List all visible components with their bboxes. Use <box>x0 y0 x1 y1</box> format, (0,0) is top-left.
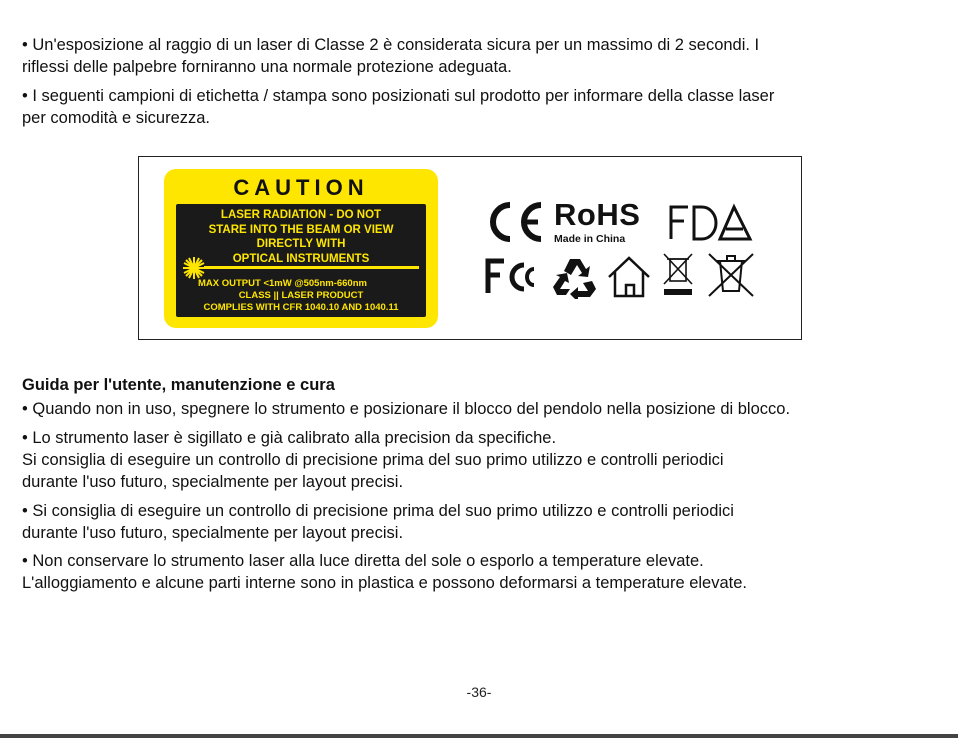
laser-beam <box>182 256 422 278</box>
warning-line: STARE INTO THE BEAM OR VIEW <box>208 223 394 236</box>
spec-line: COMPLIES WITH CFR 1040.10 AND 1040.11 <box>203 302 399 313</box>
beam-line <box>204 266 419 269</box>
recycle-icon <box>552 255 598 299</box>
care-paragraph-4 <box>22 550 942 594</box>
rohs-mark: RoHS <box>554 197 641 232</box>
laser-specs <box>176 278 426 314</box>
care-paragraph-1: • Quando non in uso, spegnere lo strumento e posizionare il blocco del pendolo nella posizione di blocco. <box>22 400 791 418</box>
text-line: durante l'uso futuro, specialmente per layout precisi. <box>22 473 404 491</box>
text-line: • I seguenti campioni di etichetta / stampa sono posizionati sul prodotto per informare della classe laser <box>22 87 775 105</box>
laser-starburst-icon <box>182 256 206 280</box>
warning-line: OPTICAL INSTRUMENTS <box>232 252 370 265</box>
text-line: Si consiglia di eseguire un controllo di precisione prima del suo primo utilizzo e controlli periodici <box>22 451 724 469</box>
bottom-rule <box>0 734 958 738</box>
certification-marks <box>484 193 764 313</box>
text-line: • Si consiglia di eseguire un controllo di precisione prima del suo primo utilizzo e controlli periodici <box>22 502 734 520</box>
caution-label <box>164 169 438 328</box>
text-line: riflessi delle palpebre forniranno una normale protezione adeguata. <box>22 58 512 76</box>
crossed-bin-large-icon <box>706 251 756 299</box>
text-line: L'alloggiamento e alcune parti interne sono in plastica e possono deformarsi a temperature elevate. <box>22 574 748 592</box>
caution-warning-panel <box>176 204 426 317</box>
intro-paragraph-2 <box>22 85 942 129</box>
label-samples-box <box>138 156 802 340</box>
intro-paragraph-1 <box>22 34 942 78</box>
care-paragraph-2 <box>22 427 942 493</box>
text-line: durante l'uso futuro, specialmente per layout precisi. <box>22 524 404 542</box>
warning-line: DIRECTLY WITH <box>256 238 346 250</box>
made-in-china: Made in China <box>554 233 626 245</box>
spec-line: CLASS || LASER PRODUCT <box>238 290 364 301</box>
fcc-logo-icon <box>484 257 538 297</box>
care-paragraph-3 <box>22 500 942 544</box>
spec-line: MAX OUTPUT <1mW @505nm-660nm <box>198 278 367 289</box>
text-line: • Lo strumento laser è sigillato e già calibrato alla precision da specifiche. <box>22 429 557 447</box>
ce-mark-icon <box>484 199 544 245</box>
text-line: • Non conservare lo strumento laser alla luce diretta del sole o esporlo a temperature elevate. <box>22 552 704 570</box>
caution-title: CAUTION <box>233 175 369 200</box>
page-number: -36- <box>466 684 492 700</box>
fda-logo-icon <box>668 203 754 243</box>
text-line: • Un'esposizione al raggio di un laser di Classe 2 è considerata sicura per un massimo di 2 secondi. I <box>22 36 760 54</box>
crossed-bin-icon <box>660 251 696 301</box>
warning-line: LASER RADIATION - DO NOT <box>220 209 382 221</box>
house-icon <box>606 255 652 299</box>
care-heading: Guida per l'utente, manutenzione e cura <box>22 376 335 394</box>
text-line: per comodità e sicurezza. <box>22 109 211 127</box>
